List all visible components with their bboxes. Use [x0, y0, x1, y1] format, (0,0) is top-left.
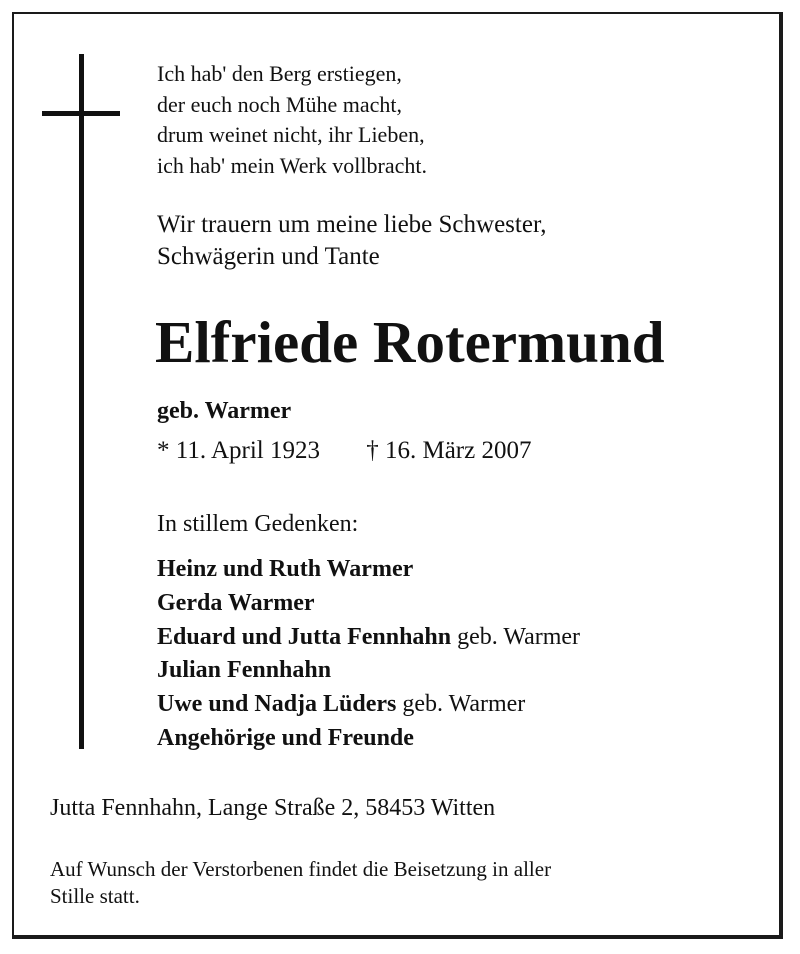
mourner-name: Angehörige und Freunde — [157, 724, 414, 751]
mourner-suffix: geb. Warmer — [396, 691, 526, 718]
mourner-row — [157, 621, 580, 655]
birth-name: geb. Warmer — [157, 398, 292, 424]
poem-line: Ich hab' den Berg erstiegen, — [157, 61, 402, 86]
poem-line: ich hab' mein Werk vollbracht. — [157, 152, 427, 178]
cross-icon-vertical — [79, 54, 84, 749]
death-date: † 16. März 2007 — [366, 437, 532, 464]
mourner-row — [157, 654, 580, 688]
mourner-name: Gerda Warmer — [157, 589, 315, 616]
mourner-row — [157, 688, 580, 722]
poem — [157, 59, 427, 181]
mourner-name: Heinz und Ruth Warmer — [157, 556, 414, 582]
mourner-name: Eduard und Jutta Fennhahn — [157, 623, 452, 650]
poem-line: drum weinet nicht, ihr Lieben, — [157, 122, 425, 147]
birth-date: * 11. April 1923 — [157, 437, 320, 464]
mourning-text — [157, 209, 547, 273]
mourner-row — [157, 553, 580, 587]
burial-note — [50, 856, 740, 910]
mourning-line: Wir trauern um meine liebe Schwester, — [157, 211, 547, 238]
memory-heading: In stillem Gedenken: — [157, 511, 359, 537]
mourner-row — [157, 587, 580, 621]
poem-line: der euch noch Mühe macht, — [157, 91, 402, 117]
mourner-name: Julian Fennhahn — [157, 657, 332, 684]
note-line: Auf Wunsch der Verstorbenen findet die Beisetzung in aller — [50, 857, 552, 881]
note-line: Stille statt. — [50, 884, 140, 908]
mourners-list — [157, 553, 580, 756]
mourner-row — [157, 722, 580, 756]
mourner-name: Uwe und Nadja Lüders — [157, 691, 397, 718]
contact-address: Jutta Fennhahn, Lange Straße 2, 58453 Witten — [50, 795, 496, 821]
mourner-suffix: geb. Warmer — [451, 623, 581, 650]
deceased-name: Elfriede Rotermund — [155, 309, 665, 375]
mourning-line: Schwägerin und Tante — [157, 243, 380, 270]
life-dates — [157, 435, 531, 467]
cross-icon-horizontal — [42, 111, 120, 116]
